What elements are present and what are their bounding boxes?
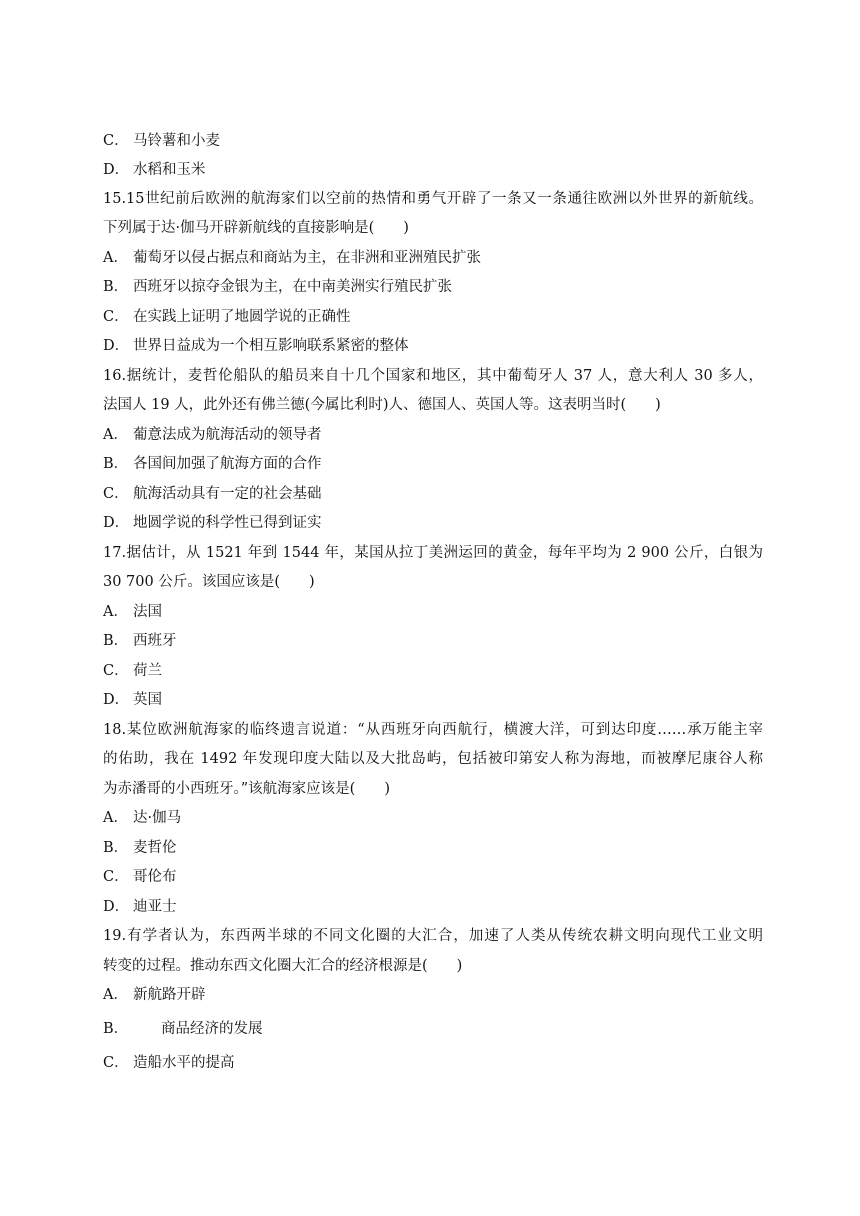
option-letter: D． (103, 338, 130, 354)
option-letter: C． (103, 133, 129, 149)
option-text: 商品经济的发展 (161, 1021, 263, 1037)
option-text: 新航路开辟 (133, 987, 206, 1003)
option-text: 各国间加强了航海方面的合作 (133, 456, 322, 472)
option-letter: C． (103, 486, 129, 502)
option-text: 世界日益成为一个相互影响联系紧密的整体 (133, 338, 409, 354)
option-letter: A． (103, 427, 128, 443)
question-19-option-b (103, 1019, 763, 1039)
option-d (103, 160, 763, 180)
question-18-option-a (103, 808, 763, 828)
question-19-stem-line-1: 19.有学者认为，东西两半球的不同文化圈的大汇合，加速了人类从传统农耕文明向现代工业文明 (103, 928, 763, 944)
option-text: 哥伦布 (133, 869, 177, 885)
question-15-option-a (103, 248, 763, 268)
question-18-stem-line-3: 为赤潘哥的小西班牙。”该航海家应该是( ) (103, 781, 390, 797)
option-letter: B． (103, 840, 129, 856)
option-letter: C． (103, 309, 129, 325)
question-16-option-a (103, 425, 763, 445)
option-letter: C． (103, 869, 129, 885)
question-19-option-a (103, 985, 763, 1005)
question-16-option-b (103, 454, 763, 474)
question-17-option-d (103, 690, 763, 710)
option-text: 西班牙 (133, 633, 177, 649)
question-18-option-d (103, 897, 763, 917)
question-18-option-b (103, 838, 763, 858)
option-text: 法国 (133, 604, 162, 620)
option-letter: B． (103, 633, 129, 649)
option-text: 马铃薯和小麦 (133, 133, 220, 149)
option-text: 葡萄牙以侵占据点和商站为主，在非洲和亚洲殖民扩张 (133, 250, 481, 266)
option-letter: C． (103, 1055, 129, 1071)
option-text: 迪亚士 (133, 899, 177, 915)
question-16-option-c (103, 484, 763, 504)
option-text: 英国 (133, 692, 162, 708)
option-text: 地圆学说的科学性已得到证实 (133, 515, 322, 531)
option-letter: A． (103, 250, 128, 266)
question-19-stem-line-2: 转变的过程。推动东西文化圈大汇合的经济根源是( ) (103, 958, 463, 974)
option-letter: D． (103, 515, 130, 531)
question-17-stem-line-1: 17.据估计，从 1521 年到 1544 年，某国从拉丁美洲运回的黄金，每年平均为 2 900 公斤，白银为 (103, 545, 763, 561)
option-letter: B． (103, 279, 129, 295)
question-15-option-d (103, 336, 763, 356)
option-text: 达·伽马 (133, 810, 182, 826)
option-c (103, 131, 763, 151)
question-16-stem-line-1: 16.据统计，麦哲伦船队的船员来自十几个国家和地区，其中葡萄牙人 37 人，意大利人 30 多人， (103, 368, 763, 384)
question-16-stem-line-2: 法国人 19 人，此外还有佛兰德(今属比利时)人、德国人、英国人等。这表明当时( ) (103, 397, 661, 413)
question-15-option-c (103, 307, 763, 327)
option-letter: D． (103, 692, 130, 708)
option-text: 造船水平的提高 (133, 1055, 235, 1071)
question-18-option-c (103, 867, 763, 887)
question-15-stem-line-2: 下列属于达·伽马开辟新航线的直接影响是( ) (103, 220, 409, 236)
question-15-option-b (103, 277, 763, 297)
option-letter: A． (103, 987, 128, 1003)
question-18-stem-line-2: 的佑助，我在 1492 年发现印度大陆以及大批岛屿，包括被印第安人称为海地，而被摩尼康谷人称 (103, 751, 763, 767)
option-text: 荷兰 (133, 663, 162, 679)
option-letter: D． (103, 162, 130, 178)
question-17-option-a (103, 602, 763, 622)
option-text: 航海活动具有一定的社会基础 (133, 486, 322, 502)
option-letter: C． (103, 663, 129, 679)
question-17-stem-line-2: 30 700 公斤。该国应该是( ) (103, 574, 315, 590)
question-18-stem-line-1: 18.某位欧洲航海家的临终遗言说道：“从西班牙向西航行，横渡大洋，可到达印度……承万能主宰 (103, 722, 763, 738)
question-17-option-b (103, 631, 763, 651)
option-text: 在实践上证明了地圆学说的正确性 (133, 309, 351, 325)
option-letter: A． (103, 810, 128, 826)
question-15-stem-line-1: 15.15世纪前后欧洲的航海家们以空前的热情和勇气开辟了一条又一条通往欧洲以外世界的新航线。 (103, 191, 763, 207)
option-letter: B． (103, 1021, 129, 1037)
option-text: 水稻和玉米 (133, 162, 206, 178)
option-text: 葡意法成为航海活动的领导者 (133, 427, 322, 443)
option-letter: B． (103, 456, 129, 472)
option-text: 麦哲伦 (133, 840, 177, 856)
question-17-option-c (103, 661, 763, 681)
question-19-option-c (103, 1053, 763, 1073)
option-letter: A． (103, 604, 128, 620)
option-letter: D． (103, 899, 130, 915)
question-16-option-d (103, 513, 763, 533)
option-text: 西班牙以掠夺金银为主，在中南美洲实行殖民扩张 (133, 279, 452, 295)
